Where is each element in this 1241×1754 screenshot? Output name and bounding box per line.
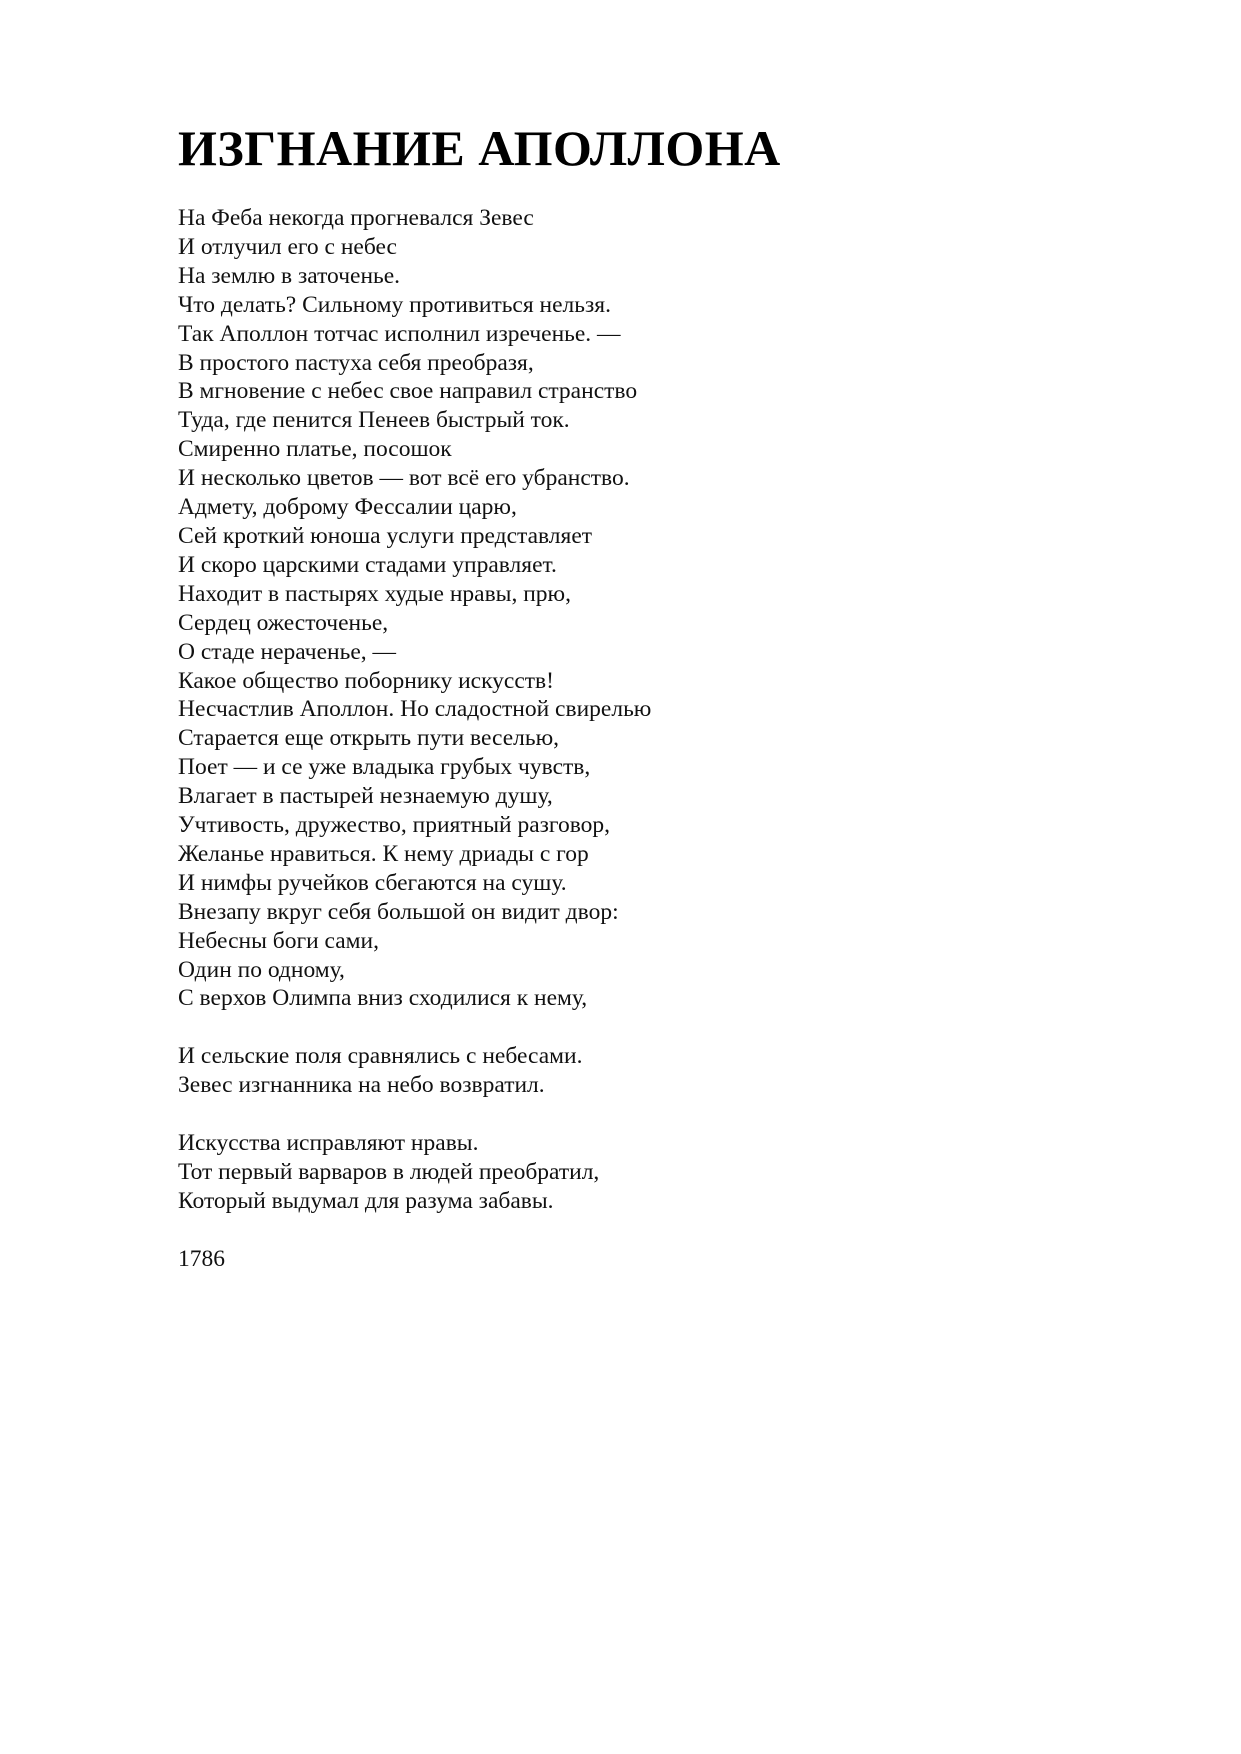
- poem-line: Какое общество поборнику искусств!: [178, 667, 554, 694]
- poem-line: Находит в пастырях худые нравы, прю,: [178, 580, 571, 607]
- poem-line: Желанье нравиться. К нему дриады с гор: [178, 840, 589, 867]
- poem-line: Поет — и се уже владыка грубых чувств,: [178, 754, 591, 781]
- poem-line: Влагает в пастырей незнаемую душу,: [178, 783, 553, 810]
- poem-line: На землю в заточенье.: [178, 262, 401, 289]
- poem-line: Что делать? Сильному противиться нельзя.: [178, 291, 611, 318]
- stanza-2: [178, 1042, 1078, 1100]
- poem-line: Искусства исправляют нравы.: [178, 1130, 479, 1157]
- stanza-3: [178, 1129, 1078, 1216]
- poem-line: Так Аполлон тотчас исполнил изреченье. —: [178, 320, 621, 347]
- poem-line: Сей кроткий юноша услуги представляет: [178, 522, 593, 549]
- poem-line: Сердец ожесточенье,: [178, 609, 389, 636]
- poem-line: Несчастлив Аполлон. Но сладостной свирелью: [178, 696, 652, 723]
- poem-line: На Феба некогда прогневался Зевес: [178, 205, 534, 231]
- poem-line: И несколько цветов — вот всё его убранство.: [178, 465, 630, 492]
- poem-body: [178, 204, 1078, 1274]
- poem-line: И нимфы ручейков сбегаются на сушу.: [178, 869, 567, 896]
- poem-line: Один по одному,: [178, 956, 345, 983]
- poem-line: Тот первый варваров в людей преобратил,: [178, 1159, 600, 1186]
- poem-line: Старается еще открыть пути веселью,: [178, 725, 560, 752]
- poem-line: В мгновение с небес свое направил странство: [178, 378, 638, 405]
- poem-line: Адмету, доброму Фессалии царю,: [178, 494, 517, 521]
- poem-line: И отлучил его с небес: [178, 233, 397, 260]
- poem-line: Туда, где пенится Пенеев быстрый ток.: [178, 407, 570, 434]
- poem-line: С верхов Олимпа вниз сходилися к нему,: [178, 985, 588, 1012]
- poem-line: Небесны боги сами,: [178, 927, 380, 954]
- poem-line: О стаде нераченье, —: [178, 638, 396, 665]
- stanza-1: [178, 204, 1078, 1013]
- poem-line: Смиренно платье, посошок: [178, 436, 452, 463]
- poem-date: 1786: [178, 1245, 225, 1272]
- poem-line: И сельские поля сравнялись с небесами.: [178, 1043, 583, 1070]
- poem-line: Внезапу вкруг себя большой он видит двор:: [178, 898, 619, 925]
- poem-line: И скоро царскими стадами управляет.: [178, 551, 557, 578]
- poem-title: ИЗГНАНИЕ АПОЛЛОНА: [178, 120, 781, 176]
- poem-line: Зевес изгнанника на небо возвратил.: [178, 1072, 545, 1099]
- poem-line: Учтивость, дружество, приятный разговор,: [178, 812, 611, 839]
- poem-line: В простого пастуха себя преобразя,: [178, 349, 534, 376]
- poem-line: Который выдумал для разума забавы.: [178, 1188, 554, 1214]
